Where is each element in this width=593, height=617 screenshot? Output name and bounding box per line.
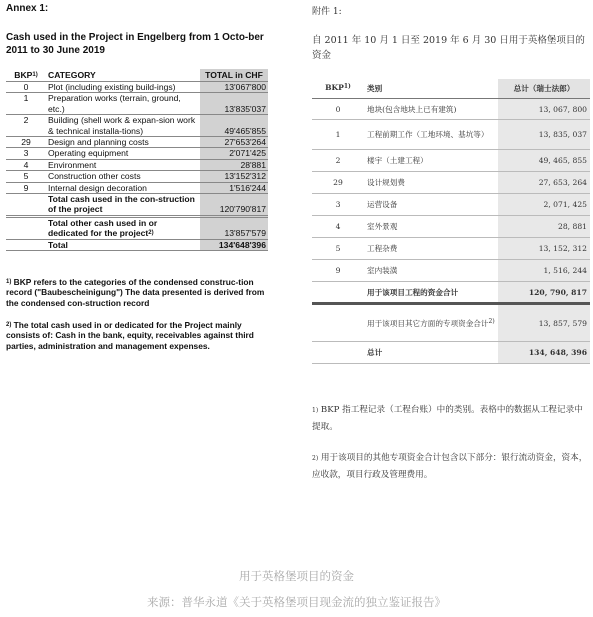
subtotal-construction-row (6, 194, 268, 217)
category-cell-cn: 工程杂费 (364, 238, 498, 260)
total-header-cn: 总计（瑞士法郎） (498, 79, 590, 99)
bkp-cell-cn (312, 304, 364, 342)
table-row-cn (312, 150, 590, 172)
category-cell (46, 216, 200, 239)
bkp-cell-cn (312, 342, 364, 364)
table-row-cn (312, 99, 590, 120)
bkp-cell (6, 239, 46, 250)
table-row (6, 159, 268, 170)
total-cell: 13'857'579 (200, 216, 268, 239)
table-row (6, 148, 268, 159)
category-cell: Total cash used in the con-struction of the project (46, 194, 200, 217)
total-cell-cn: 13, 857, 579 (498, 304, 590, 342)
subtotal-other-row (6, 216, 268, 239)
chinese-annex (312, 4, 590, 498)
table-row (6, 82, 268, 93)
table-row-cn (312, 238, 590, 260)
category-cell-cn: 总计 (364, 342, 498, 364)
total-cell-cn: 120, 790, 817 (498, 282, 590, 304)
table-row-cn (312, 260, 590, 282)
total-cell: 1'516'244 (200, 182, 268, 193)
bkp-cell: 29 (6, 137, 46, 148)
total-cell-cn: 28, 881 (498, 216, 590, 238)
footnote-2-cn: $^{2)}$ 用于该项目的其他专项资金合计包含以下部分：银行流动资金，资本，应收款，项目行政及管理费用。 (312, 453, 588, 480)
annex-title: Cash used in the Project in Engelberg from 1 Octo-ber 2011 to 30 June 2019 (6, 31, 264, 56)
bkp-cell-cn: 0 (312, 99, 364, 120)
category-cell: Preparation works (terrain, ground, etc.) (46, 93, 200, 115)
bkp-cell-cn: 4 (312, 216, 364, 238)
category-cell-cn: 用于该项目工程的资金合计 (364, 282, 498, 304)
category-cell: Operating equipment (46, 148, 200, 159)
footnote-2: $^{2)}$ The total cash used in or dedicated for the Project mainly consists of: Cash in the bank, equity, receivables against third parties, administration and management expenses. (6, 319, 254, 351)
category-cell-cn: 室外景观 (364, 216, 498, 238)
footnotes-cn (312, 402, 590, 484)
bkp-cell-cn (312, 282, 364, 304)
category-cell-cn: 楼宇（土建工程） (364, 150, 498, 172)
bkp-cell: 0 (6, 82, 46, 93)
category-cell-cn: 地块(包含地块上已有建筑) (364, 99, 498, 120)
total-cell: 134'648'396 (200, 239, 268, 250)
grand-total-row-cn (312, 342, 590, 364)
category-cell: Building (shell work & expan-sion work & technical installa-tions) (46, 115, 200, 137)
grand-total-row (6, 239, 268, 250)
total-cell: 13'152'312 (200, 171, 268, 182)
total-cell: 120'790'817 (200, 194, 268, 217)
category-cell: Internal design decoration (46, 182, 200, 193)
bkp-cell: 1 (6, 93, 46, 115)
table-row (6, 171, 268, 182)
bkp-cell-cn: 5 (312, 238, 364, 260)
category-header-cn: 类别 (364, 79, 498, 99)
image-source: 来源：普华永道《关于英格堡项目现金流的独立鉴证报告》 (147, 595, 446, 609)
annex-heading: Annex 1: (6, 3, 49, 14)
bkp-cell: 5 (6, 171, 46, 182)
table-row-cn (312, 120, 590, 150)
footnotes-en (6, 277, 268, 351)
bkp-cell-cn: 29 (312, 172, 364, 194)
table-row (6, 93, 268, 115)
total-cell-cn: 13, 152, 312 (498, 238, 590, 260)
footnote-marker: 2) (488, 317, 495, 325)
category-cell-cn: 设计规划费 (364, 172, 498, 194)
total-cell: 27'653'264 (200, 137, 268, 148)
annex-title-cn: 自 2011 年 10 月 1 日至 2019 年 6 月 30 日用于英格堡项目的资金 (312, 35, 585, 61)
total-header: TOTAL in CHF (200, 69, 268, 82)
bkp-cell: 4 (6, 159, 46, 170)
category-cell: Plot (including existing build-ings) (46, 82, 200, 93)
category-cell: Environment (46, 159, 200, 170)
total-cell-cn: 13, 067, 800 (498, 99, 590, 120)
annex-heading-cn: 附件 1: (312, 7, 342, 17)
total-cell: 49'465'855 (200, 115, 268, 137)
english-annex (6, 4, 268, 363)
total-cell-cn: 49, 465, 855 (498, 150, 590, 172)
total-cell-cn: 2, 071, 425 (498, 194, 590, 216)
bkp-cell-cn: 3 (312, 194, 364, 216)
category-cell-cn: 室内装潢 (364, 260, 498, 282)
bkp-cell: 2 (6, 115, 46, 137)
cash-table-cn (312, 79, 590, 364)
total-cell: 13'835'037 (200, 93, 268, 115)
bkp-cell (6, 194, 46, 217)
bkp-cell-cn: 2 (312, 150, 364, 172)
bkp-cell (6, 216, 46, 239)
bkp-header: BKP$^{1)}$ (14, 69, 38, 80)
total-cell: 2'071'425 (200, 148, 268, 159)
category-cell-cn: 工程前期工作（工地环境、基坑等） (364, 120, 498, 150)
category-cell: Construction other costs (46, 171, 200, 182)
bkp-cell-cn: 1 (312, 120, 364, 150)
total-cell: 28'881 (200, 159, 268, 170)
label: Total other cash used in or dedicated for the project (48, 217, 158, 239)
total-cell-cn: 13, 835, 037 (498, 120, 590, 150)
table-row-cn (312, 194, 590, 216)
total-cell-cn: 27, 653, 264 (498, 172, 590, 194)
bkp-cell: 3 (6, 148, 46, 159)
category-header: CATEGORY (48, 69, 96, 80)
image-caption: 用于英格堡项目的资金 (239, 569, 354, 583)
bkp-header-cn: BKP$^{1)}$ (312, 79, 364, 99)
category-cell-cn: 运营设备 (364, 194, 498, 216)
table-row-cn (312, 216, 590, 238)
table-row (6, 137, 268, 148)
total-cell-cn: 1, 516, 244 (498, 260, 590, 282)
label: 用于该项目其它方面的专项资金合计 (367, 318, 489, 328)
footnote-1: $^{1)}$ BKP refers to the categories of the condensed construc-tion record ("Baubescheinigung") The data presented is derived from the condensed con-struction record (6, 277, 265, 308)
footnote-1-cn: $^{1)}$ BKP 指工程记录（工程台账）中的类别。表格中的数据从工程记录中提取。 (312, 405, 583, 432)
category-cell-cn (364, 304, 498, 342)
cash-table-en (6, 69, 268, 252)
table-row (6, 115, 268, 137)
total-cell: 13'067'800 (200, 82, 268, 93)
bkp-cell-cn: 9 (312, 260, 364, 282)
total-cell-cn: 134, 648, 396 (498, 342, 590, 364)
table-row-cn (312, 172, 590, 194)
subtotal-construction-row-cn (312, 282, 590, 304)
bkp-cell: 9 (6, 182, 46, 193)
table-row (6, 182, 268, 193)
category-cell: Design and planning costs (46, 137, 200, 148)
subtotal-other-row-cn (312, 304, 590, 342)
footnote-marker: 2) (148, 230, 154, 237)
category-cell: Total (46, 239, 200, 250)
